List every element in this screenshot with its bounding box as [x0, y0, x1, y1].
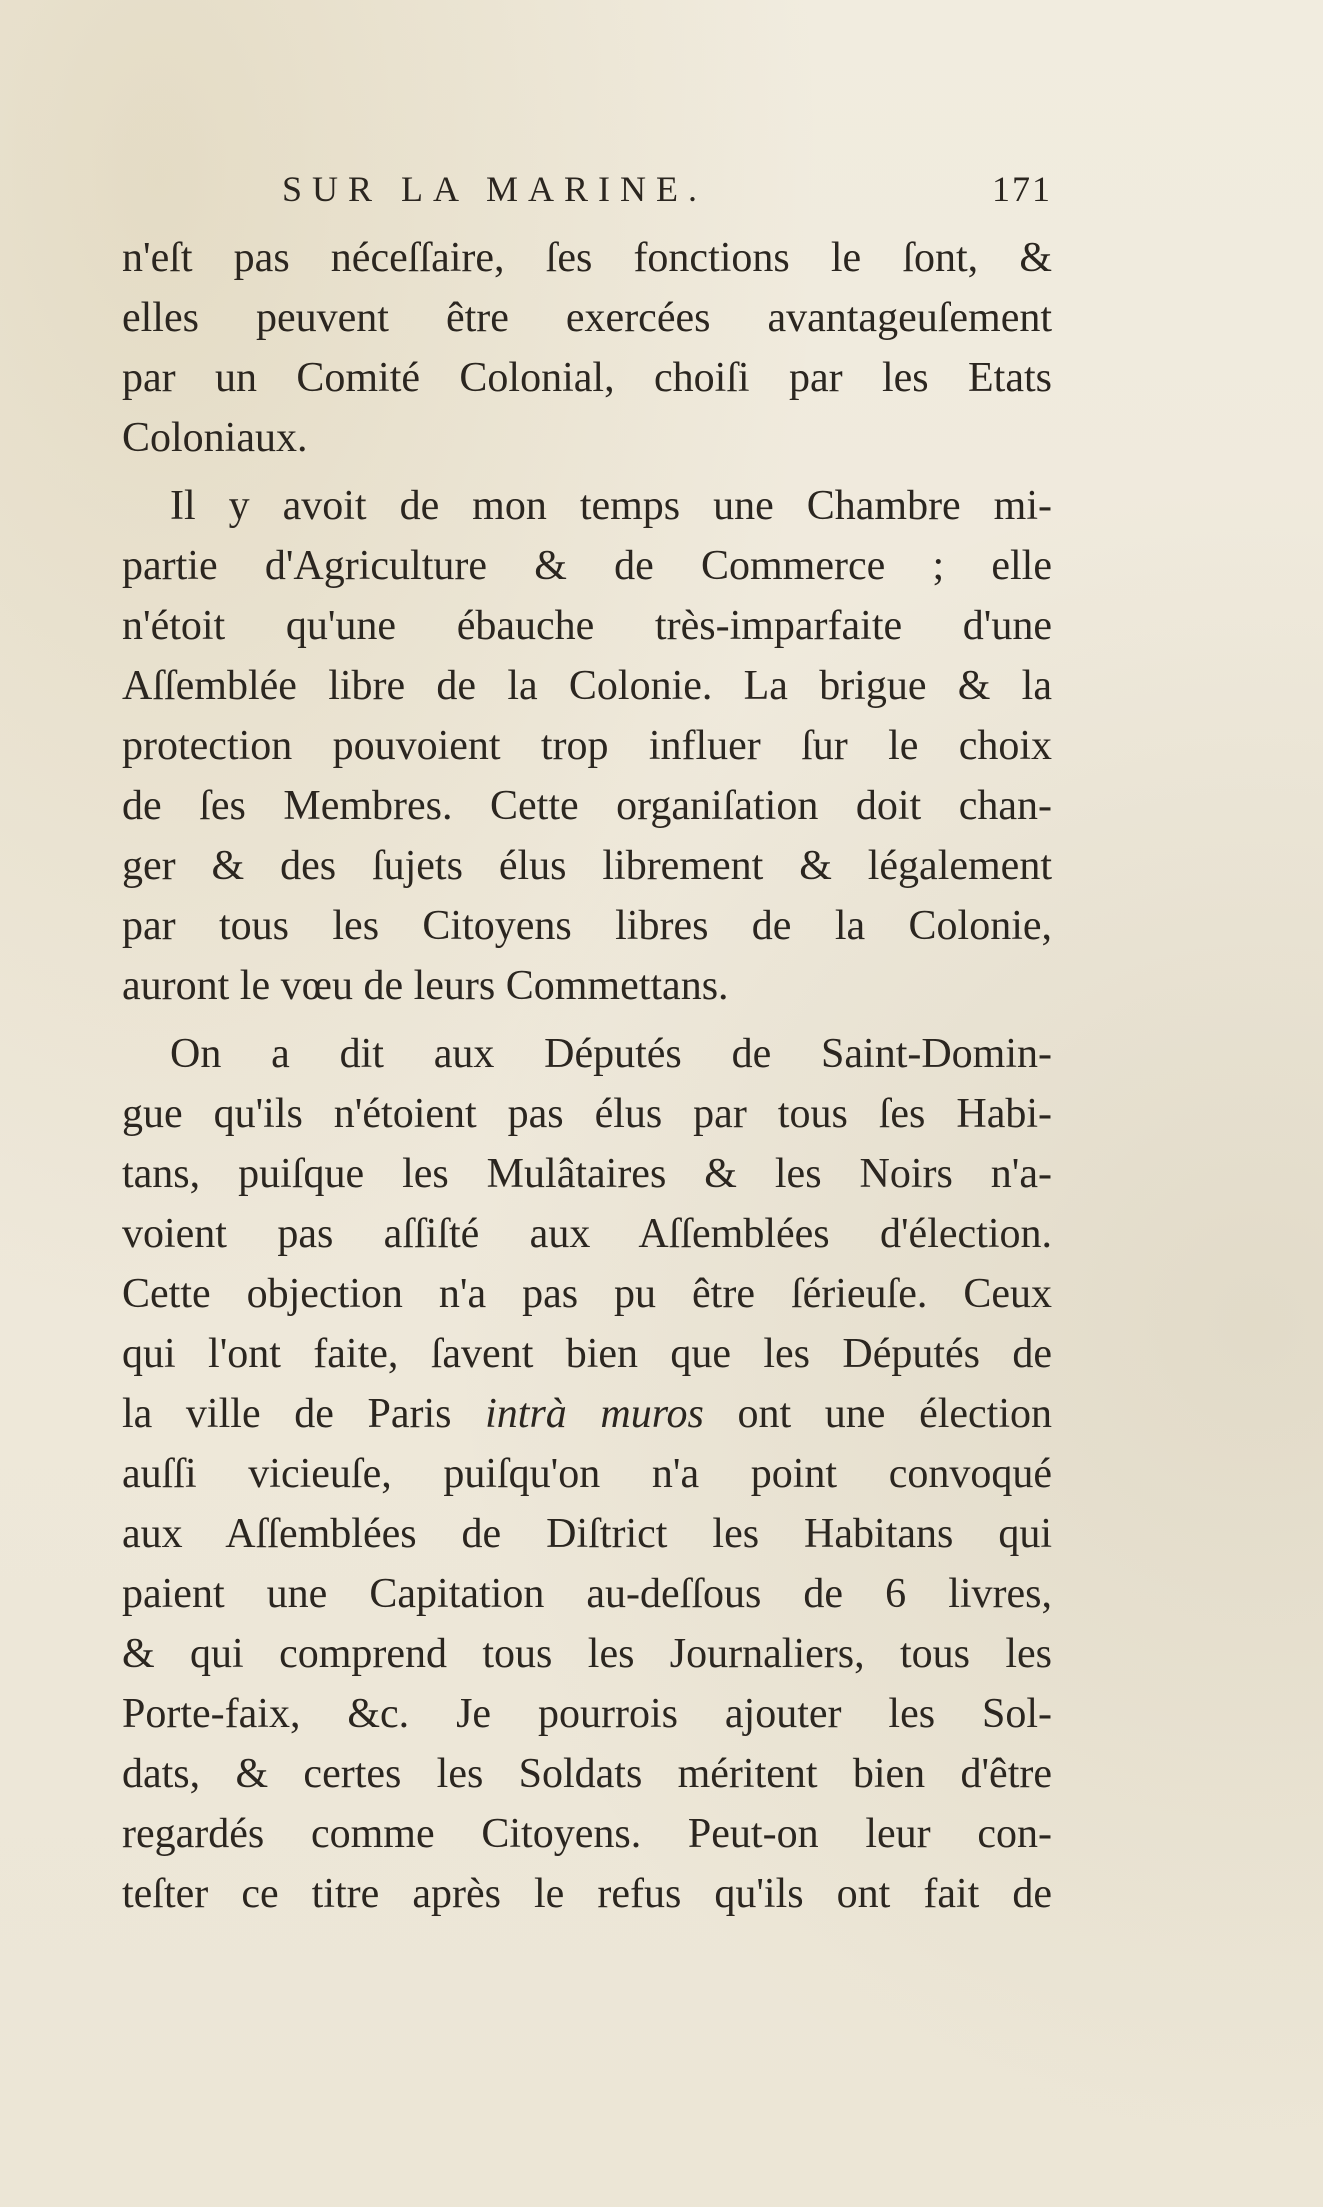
text-line: Aſſemblée libre de la Colonie. La brigue & la	[122, 663, 1052, 709]
text-line: Il y avoit de mon temps une Chambre mi-	[170, 483, 1052, 529]
text-line: n'eſt pas néceſſaire, ſes fonctions le ſont, &	[122, 235, 1052, 281]
text-segment: ont une élection	[737, 1391, 1053, 1437]
page-text	[122, 168, 1052, 1924]
text-line: qui l'ont faite, ſavent bien que les Députés de	[122, 1331, 1052, 1377]
text-line: Cette objection n'a pas pu être ſérieuſe. Ceux	[122, 1271, 1052, 1317]
text-line	[122, 1384, 1052, 1444]
text-line: elles peuvent être exercées avantageuſement	[122, 295, 1052, 341]
text-line: protection pouvoient trop influer ſur le choix	[122, 723, 1052, 769]
text-line: Porte-faix, &c. Je pourrois ajouter les Sol-	[122, 1691, 1052, 1737]
text-line: & qui comprend tous les Journaliers, tous les	[122, 1631, 1052, 1677]
paragraph	[122, 228, 1052, 468]
running-head	[122, 168, 1052, 228]
text-line: ger & des ſujets élus librement & légalement	[122, 843, 1052, 889]
page-number: 171	[992, 169, 1052, 209]
text-line: auſſi vicieuſe, puiſqu'on n'a point convoqué	[122, 1451, 1052, 1497]
text-line: teſter ce titre après le refus qu'ils ont fait de	[122, 1871, 1052, 1917]
running-head-title: SUR LA MARINE.	[282, 169, 708, 209]
text-line: partie d'Agriculture & de Commerce ; elle	[122, 543, 1052, 589]
text-line: regardés comme Citoyens. Peut-on leur con-	[122, 1811, 1052, 1857]
text-line: paient une Capitation au-deſſous de 6 livres,	[122, 1571, 1052, 1617]
text-line: aux Aſſemblées de Diſtrict les Habitans qui	[122, 1511, 1052, 1557]
italic-phrase: intrà muros	[485, 1391, 704, 1437]
text-line: auront le vœu de leurs Commettans.	[122, 963, 729, 1009]
text-line: dats, & certes les Soldats méritent bien d'être	[122, 1751, 1052, 1797]
text-line: par un Comité Colonial, choiſi par les Etats	[122, 355, 1052, 401]
text-line: On a dit aux Députés de Saint-Domin-	[170, 1031, 1052, 1077]
text-line: par tous les Citoyens libres de la Colonie,	[122, 903, 1052, 949]
paragraph	[122, 1024, 1052, 1924]
text-line: n'étoit qu'une ébauche très-imparfaite d'une	[122, 603, 1052, 649]
text-line: de ſes Membres. Cette organiſation doit chan-	[122, 783, 1052, 829]
text-line: tans, puiſque les Mulâtaires & les Noirs n'a-	[122, 1151, 1052, 1197]
text-line: Coloniaux.	[122, 415, 308, 461]
text-line: voient pas aſſiſté aux Aſſemblées d'élection.	[122, 1211, 1052, 1257]
text-line: gue qu'ils n'étoient pas élus par tous ſes Habi-	[122, 1091, 1052, 1137]
text-segment: la ville de Paris	[122, 1391, 452, 1437]
paragraph	[122, 476, 1052, 1016]
